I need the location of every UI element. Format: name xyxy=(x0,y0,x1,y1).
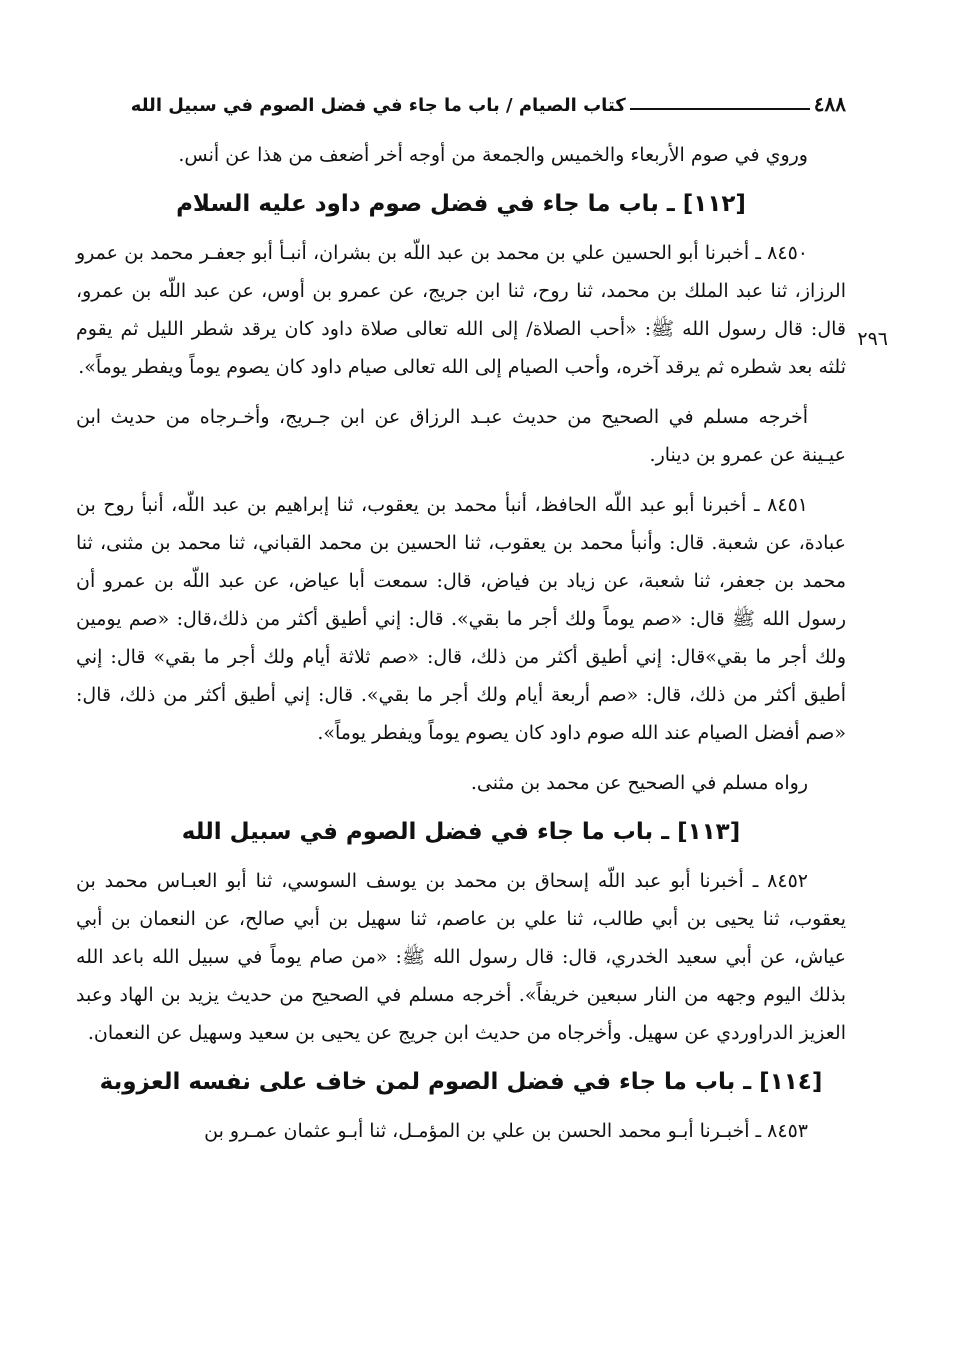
chapter-heading-114: [١١٤] ـ باب ما جاء في فضل الصوم لمن خاف على نفسه العزوبة xyxy=(99,1069,823,1095)
hadith-8451: ٨٤٥١ ـ أخبرنا أبو عبد اللّه الحافظ، أنبأ محمد بن يعقوب، ثنا إبراهيم بن عبد اللّه، أنبأ روح بن عبادة، عن شعبة. قال: وأنبأ محمد بن يعقوب، ثنا الحسين بن محمد القباني، ثنا محمد بن مثنى، ثنا محمد بن جعفر، ثنا شعبة، عن زياد بن فياض، قال: سمعت أبا عياض، عن عبد اللّه بن عمرو أن رسول الله ﷺ قال: «صم يوماً ولك أجر ما بقي». قال: إني أطيق أكثر من ذلك،قال: «صم يومين ولك أجر ما بقي»قال: إني أطيق أكثر من ذلك، قال: «صم ثلاثة أيام ولك أجر ما بقي» قال: إني أطيق أكثر من ذلك، قال: «صم أربعة أيام ولك أجر ما بقي». قال: إني أطيق أكثر من ذلك، قال: «صم أفضل الصيام عند الله صوم داود كان يصوم يوماً ويفطر يوماً». xyxy=(76,494,846,744)
page-number: ٤٨٨ xyxy=(813,92,846,116)
page-header xyxy=(76,84,846,118)
margin-volume-page-number: ٢٩٦ xyxy=(857,328,888,350)
header-rule xyxy=(630,108,810,110)
main-text xyxy=(76,136,846,1150)
paragraph-intro: وروي في صوم الأربعاء والخميس والجمعة من أوجه أخر أضعف من هذا عن أنس. xyxy=(178,144,808,166)
hadith-8450: ٨٤٥٠ ـ أخبرنا أبو الحسين علي بن محمد بن عبد اللّه بن بشران، أنبـأ أبو جعفـر محمد بن عمرو الرزاز، ثنا عبد الملك بن محمد، ثنا روح، ثنا ابن جريج، عن عمرو بن أوس، عن عبد اللّه بن عمرو، قال: قال رسول الله ﷺ: «أحب الصلاة/ إلى الله تعالى صلاة داود كان يرقد شطر الليل ثم يقوم ثلثه بعد شطره ثم يرقد آخره، وأحب الصيام إلى الله تعالى صيام داود كان يصوم يوماً ويفطر يوماً». xyxy=(76,242,846,378)
hadith-8453: ٨٤٥٣ ـ أخبـرنا أبـو محمد الحسن بن علي بن المؤمـل، ثنا أبـو عثمان عمـرو بن xyxy=(204,1120,808,1142)
hadith-8452: ٨٤٥٢ ـ أخبرنا أبو عبد اللّه إسحاق بن محمد بن يوسف السوسي، ثنا أبو العبـاس محمد بن يعقوب، ثنا يحيى بن أبي طالب، ثنا علي بن عاصم، ثنا سهيل بن أبي صالح، عن النعمان بن أبي عياش، عن أبي سعيد الخدري، قال: قال رسول الله ﷺ: «من صام يوماً في سبيل الله باعد الله بذلك اليوم وجهه من النار سبعين خريفاً». أخرجه مسلم في الصحيح من حديث يزيد بن الهاد وعبد العزيز الدراوردي عن سهيل. وأخرجاه من حديث ابن جريج عن يحيى بن سعيد وسهيل عن النعمان. xyxy=(76,870,846,1044)
running-title: كتاب الصيام / باب ما جاء في فضل الصوم في سبيل الله xyxy=(130,95,626,116)
chapter-heading-112: [١١٢] ـ باب ما جاء في فضل صوم داود عليه السلام xyxy=(176,191,746,217)
takhrij-8451: رواه مسلم في الصحيح عن محمد بن مثنى. xyxy=(470,772,808,794)
takhrij-8450: أخرجه مسلم في الصحيح من حديث عبـد الرزاق عن ابن جـريج، وأخـرجاه من حديث ابن عيـينة عن عمرو بن دينار. xyxy=(76,406,846,466)
chapter-heading-113: [١١٣] ـ باب ما جاء في فضل الصوم في سبيل الله xyxy=(181,819,741,845)
